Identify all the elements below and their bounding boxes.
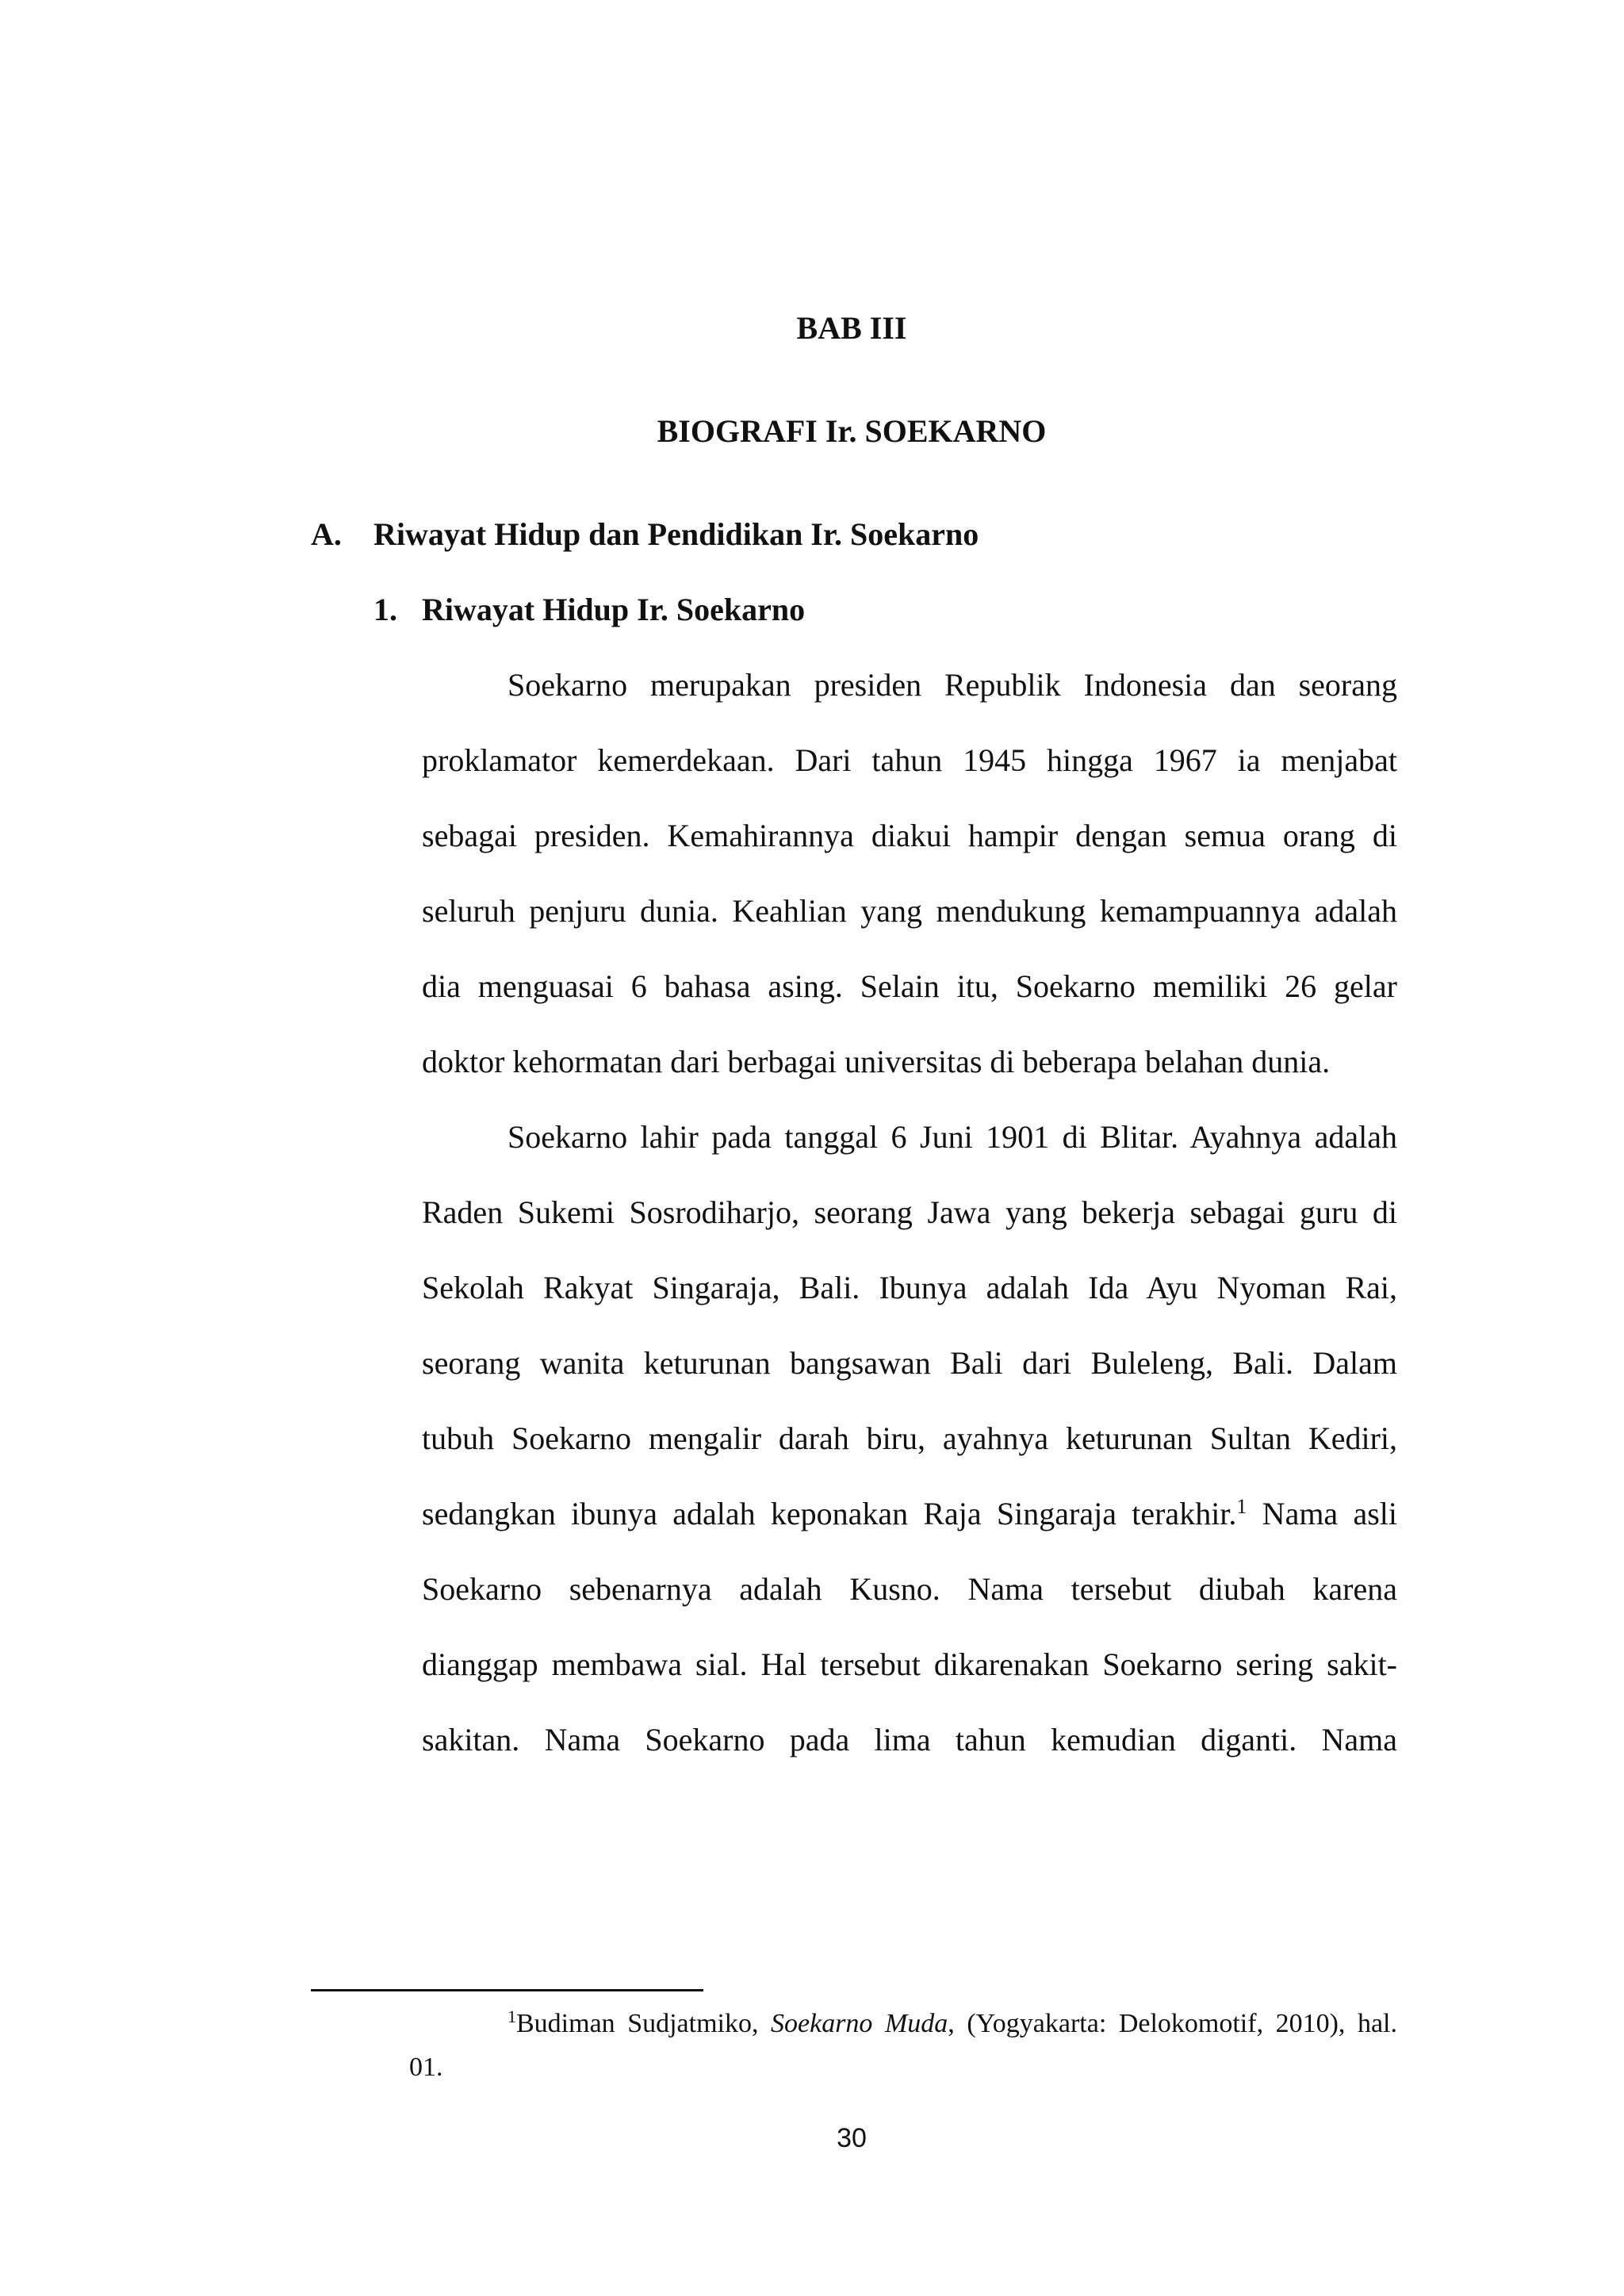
paragraph-2-line-9: sakitan. Nama Soekarno pada lima tahun kemudian diganti. Nama bbox=[422, 1722, 1397, 1757]
paragraph-1-line-6: doktor kehormatan dari berbagai universitas di beberapa belahan dunia. bbox=[422, 1044, 1331, 1079]
paragraph-1-line-4: seluruh penjuru dunia. Keahlian yang mendukung kemampuannya adalah bbox=[422, 893, 1397, 929]
footnote-reference[interactable]: 1 bbox=[1236, 1495, 1247, 1518]
page-number: 30 bbox=[837, 2123, 867, 2153]
footnote-line-1 bbox=[508, 2008, 1397, 2040]
paragraph-2-line-2: Raden Sukemi Sosrodiharjo, seorang Jawa yang bekerja sebagai guru di bbox=[422, 1194, 1397, 1230]
paragraph-2-line-4: seorang wanita keturunan bangsawan Bali dari Buleleng, Bali. Dalam bbox=[422, 1345, 1397, 1381]
footnote-details: , (Yogyakarta: Delokomotif, 2010), hal. bbox=[948, 2009, 1397, 2038]
paragraph-2-line-3: Sekolah Rakyat Singaraja, Bali. Ibunya adalah Ida Ayu Nyoman Rai, bbox=[422, 1270, 1397, 1305]
paragraph-2-line-1: Soekarno lahir pada tanggal 6 Juni 1901 di Blitar. Ayahnya adalah bbox=[508, 1119, 1397, 1155]
paragraph-2-line-7: Soekarno sebenarnya adalah Kusno. Nama tersebut diubah karena bbox=[422, 1571, 1397, 1607]
section-marker: A. bbox=[311, 516, 342, 552]
chapter-label: BAB III bbox=[796, 310, 907, 346]
paragraph-2-line-5: tubuh Soekarno mengalir darah biru, ayahnya keturunan Sultan Kediri, bbox=[422, 1420, 1397, 1456]
paragraph-2-line-6-tail: Nama asli bbox=[1247, 1496, 1397, 1531]
chapter-title: BIOGRAFI Ir. SOEKARNO bbox=[657, 413, 1047, 449]
paragraph-2-line-6-text: sedangkan ibunya adalah keponakan Raja Singaraja terakhir. bbox=[422, 1496, 1237, 1531]
paragraph-1-line-2: proklamator kemerdekaan. Dari tahun 1945 hingga 1967 ia menjabat bbox=[422, 742, 1397, 778]
subsection-title: Riwayat Hidup Ir. Soekarno bbox=[422, 592, 806, 627]
footnote-work-title: Soekarno Muda bbox=[771, 2009, 948, 2038]
section-title: Riwayat Hidup dan Pendidikan Ir. Soekarno bbox=[373, 516, 979, 552]
paragraph-2-line-8: dianggap membawa sial. Hal tersebut dikarenakan Soekarno sering sakit- bbox=[422, 1646, 1397, 1682]
paragraph-1-line-3: sebagai presiden. Kemahirannya diakui hampir dengan semua orang di bbox=[422, 818, 1397, 853]
footnote-line-2: 01. bbox=[409, 2053, 443, 2082]
paragraph-1-line-1: Soekarno merupakan presiden Republik Indonesia dan seorang bbox=[508, 667, 1397, 703]
subsection-marker: 1. bbox=[373, 592, 397, 627]
paragraph-1-line-5: dia menguasai 6 bahasa asing. Selain itu, Soekarno memiliki 26 gelar bbox=[422, 968, 1397, 1004]
paragraph-2-line-6 bbox=[422, 1495, 1397, 1533]
footnote-separator bbox=[311, 1989, 703, 1991]
footnote-author: Budiman Sudjatmiko, bbox=[516, 2009, 772, 2038]
footnote-number: 1 bbox=[508, 2007, 516, 2026]
